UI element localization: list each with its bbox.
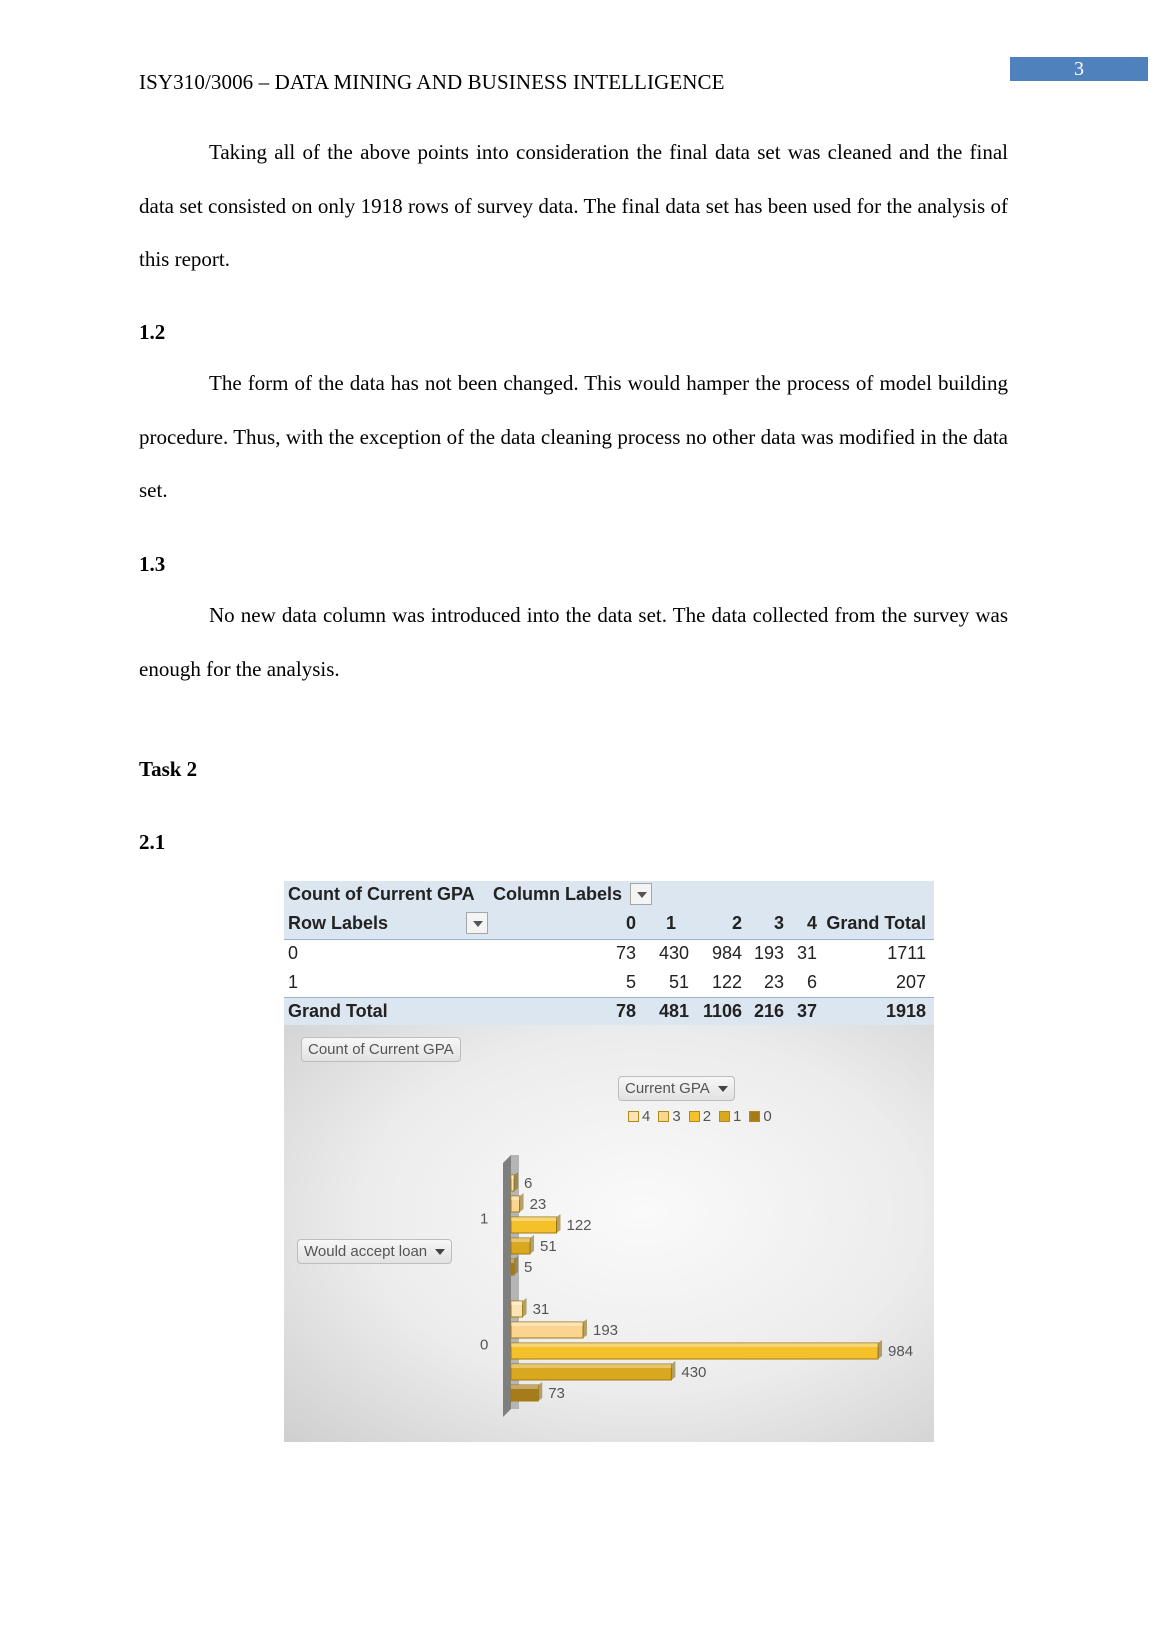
- grand-total-row: [284, 998, 934, 1027]
- bar-highlight: [511, 1259, 514, 1263]
- bar-end-cap: [583, 1319, 587, 1338]
- data-label: 31: [532, 1301, 550, 1318]
- bar-end-cap: [520, 1193, 524, 1212]
- bar-end-cap: [514, 1172, 518, 1191]
- pivot-col-header: 1: [665, 913, 676, 933]
- pivot-header-row-2: [284, 910, 934, 939]
- cell: 51: [668, 972, 689, 992]
- pivot-grand-total-header: Grand Total: [826, 913, 926, 933]
- paragraph-form: [139, 357, 1008, 518]
- grand-total-value: 1918: [885, 1001, 926, 1021]
- cell: 122: [711, 972, 742, 992]
- data-label: 73: [548, 1385, 565, 1402]
- cell: 23: [763, 972, 784, 992]
- row-label: 0: [288, 943, 299, 963]
- pivot-col-header: 0: [625, 913, 636, 933]
- axis-field-button-label: Would accept loan: [304, 1243, 428, 1260]
- pivot-table: [284, 881, 934, 1026]
- data-label: 122: [566, 1217, 592, 1234]
- running-header: ISY310/3006 – DATA MINING AND BUSINESS INTELLIGENCE: [139, 70, 725, 94]
- paragraph-cleaning: [139, 126, 1008, 287]
- bar-highlight: [511, 1238, 530, 1242]
- paragraph-new-column: [139, 589, 1008, 696]
- bar-highlight: [511, 1343, 878, 1347]
- page-number: 3: [1010, 57, 1148, 81]
- data-label: 430: [681, 1364, 707, 1381]
- grand-total-label: Grand Total: [288, 1001, 388, 1021]
- data-label: 23: [529, 1196, 547, 1213]
- legend-label: 0: [763, 1108, 772, 1125]
- table-row: [284, 969, 934, 998]
- data-label: 984: [888, 1343, 914, 1360]
- bar-highlight: [511, 1196, 520, 1200]
- bar-end-cap: [671, 1361, 675, 1380]
- pivot-col-header: 4: [806, 913, 817, 933]
- row-total: 1711: [887, 943, 926, 963]
- cell: 1106: [702, 1001, 742, 1021]
- paragraph-new-column-text: No new data column was introduced into the data set. The data collected from the survey was enough for the analysis.: [139, 603, 1008, 681]
- axis-wall: [503, 1155, 511, 1417]
- legend-label: 4: [642, 1108, 651, 1125]
- pivot-value-field: Count of Current GPA: [288, 884, 475, 904]
- heading-1-3: 1.3: [139, 552, 166, 576]
- bar-end-cap: [530, 1235, 534, 1254]
- column-labels-filter-button[interactable]: [630, 883, 652, 905]
- pivot-col-header: 3: [773, 913, 784, 933]
- legend-field-button-label: Current GPA: [625, 1080, 710, 1097]
- cell: 216: [753, 1001, 784, 1021]
- bar-highlight: [511, 1301, 523, 1305]
- bar-end-cap: [878, 1340, 882, 1359]
- bar-chart-canvas: [284, 1025, 934, 1442]
- cell: 430: [658, 943, 689, 963]
- pivot-header-row-1: [284, 881, 934, 910]
- cell: 31: [796, 943, 817, 963]
- category-label: 0: [480, 1336, 489, 1354]
- cell: 37: [796, 1001, 817, 1021]
- legend-label: 1: [733, 1108, 742, 1125]
- bar-end-cap: [514, 1256, 518, 1275]
- pivot-row-labels: Row Labels: [288, 913, 389, 933]
- cell: 984: [711, 943, 742, 963]
- bar-highlight: [511, 1217, 557, 1221]
- bar-highlight: [511, 1175, 514, 1179]
- data-label: 51: [540, 1238, 557, 1255]
- row-total: 207: [895, 972, 926, 992]
- pivot-chart: [284, 1025, 934, 1442]
- cell: 193: [753, 943, 784, 963]
- data-label: 193: [592, 1322, 619, 1339]
- bar-end-cap: [557, 1214, 561, 1233]
- category-label: 1: [480, 1210, 489, 1228]
- heading-1-2: 1.2: [139, 320, 166, 344]
- cell: 6: [806, 972, 817, 992]
- paragraph-cleaning-text: Taking all of the above points into consideration the final data set was cleaned and the final data set consisted on only 1918 rows of survey data. The final data set has been used for the analysis of this report.: [139, 140, 1008, 271]
- bar-end-cap: [538, 1382, 542, 1401]
- paragraph-form-text: The form of the data has not been changed. This would hamper the process of model building procedure. Thus, with the exception of the data cleaning process no other data was modified in the data set.: [139, 371, 1008, 502]
- legend-label: 2: [702, 1108, 712, 1125]
- legend-label: 3: [672, 1108, 681, 1125]
- cell: 481: [658, 1001, 689, 1021]
- value-field-button-label: Count of Current GPA: [308, 1041, 454, 1058]
- heading-task-2: Task 2: [139, 757, 198, 781]
- data-label: 5: [524, 1259, 533, 1276]
- data-label: 6: [524, 1175, 533, 1192]
- bar-end-cap: [523, 1298, 527, 1317]
- cell: 73: [615, 943, 636, 963]
- cell: 5: [625, 972, 636, 992]
- heading-2-1: 2.1: [139, 830, 166, 854]
- row-label: 1: [288, 972, 299, 992]
- row-labels-filter-button[interactable]: [466, 912, 488, 934]
- bar-highlight: [511, 1322, 583, 1326]
- cell: 78: [615, 1001, 636, 1021]
- bar-highlight: [511, 1364, 671, 1368]
- bar-highlight: [511, 1385, 538, 1389]
- table-row: [284, 940, 934, 969]
- pivot-column-labels: Column Labels: [493, 884, 623, 904]
- pivot-col-header: 2: [731, 913, 742, 933]
